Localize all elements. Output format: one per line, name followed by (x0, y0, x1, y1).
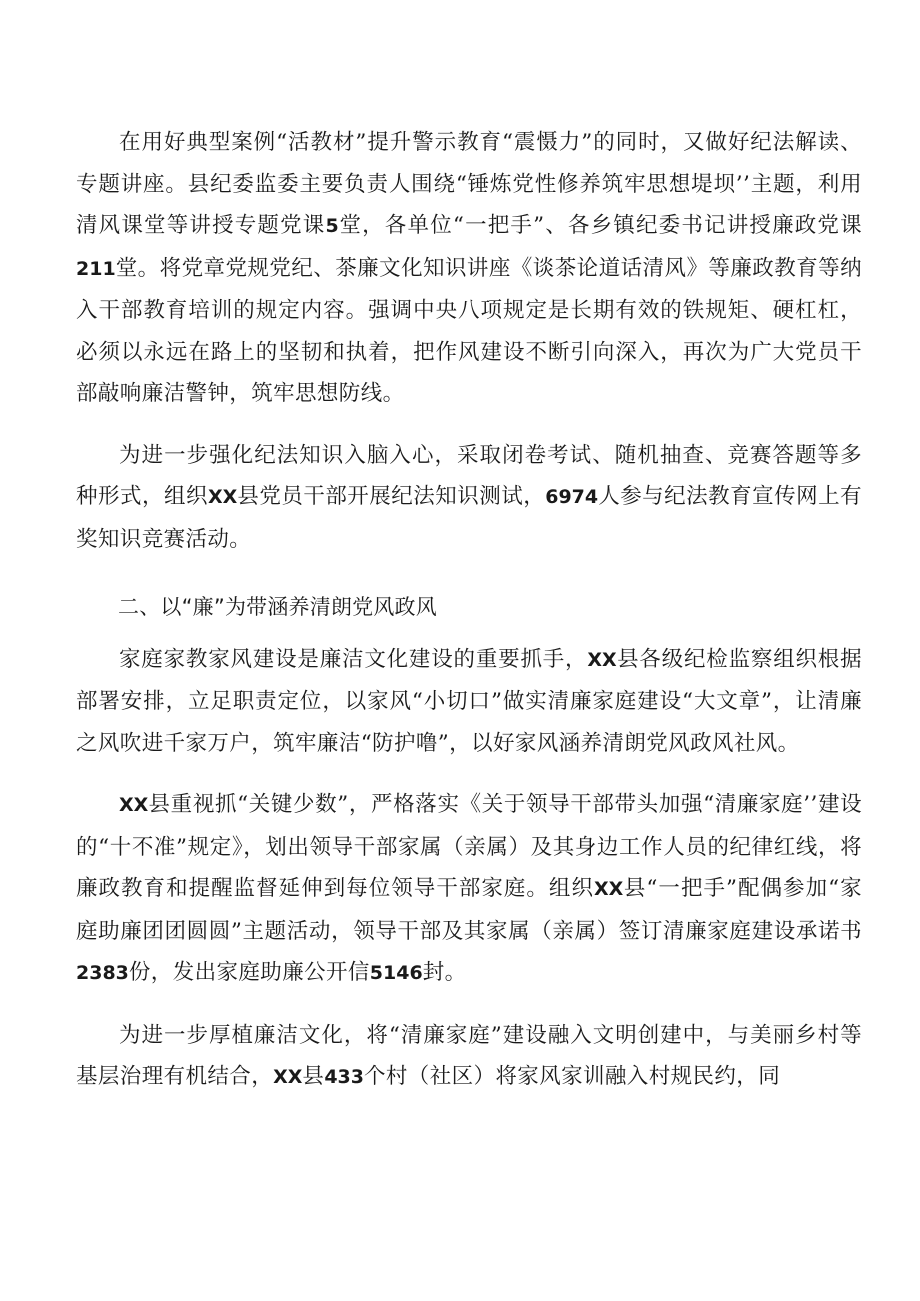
text-run: 县“一把手”配偶参加“家庭助廉团团圆圆”主题活动，领导干部及其家属（亲属）签订清廉家庭建设承诺书 (76, 876, 862, 944)
bold-figure: XX (273, 1066, 303, 1088)
bold-figure: 5146 (369, 962, 423, 984)
text-run: 个村（社区）将家风家训融入村规民约，同 (364, 1064, 781, 1089)
text-run: 堂。将党章党规党纪、茶廉文化知识讲座《谈茶论道话清风》等廉政教育等纳入干部教育培训的规定内容。强调中央八项规定是长期有效的铁规矩、硬杠杠，必须以永远在路上的坚韧和执着，把作风建设不断引向深入，再次为广大党员干部敲响廉洁警钟，筑牢思想防线。 (76, 255, 862, 406)
text-run: 为进一步厚植廉洁文化，将“清廉家庭”建设融入文明创建中，与美丽乡村等基层治理有机结合， (76, 1022, 862, 1089)
text-run: 份，发出家庭助廉公开信 (128, 960, 370, 985)
text-run: 封。 (422, 960, 467, 985)
document-page (76, 122, 862, 1099)
paragraph-2 (76, 435, 862, 561)
text-run: 县重视抓“关键少数”，严格落实《关于领导干部带头加强“清廉家庭’’建设的“十不准”规定》，划出领导干部家属（亲属）及其身边工作人员的纪律红线，将廉政教育和提醒监督延伸到每位领导干部家庭。组织 (76, 792, 862, 901)
text-run: 县党员干部开展纪法知识测试， (237, 484, 546, 509)
text-run: 人参与纪法教育宣传网上有奖知识竞赛活动。 (76, 484, 862, 552)
text-run: 为进一步强化纪法知识入脑入心，采取闭卷考试、随机抽查、竞赛答题等多种形式，组织 (76, 442, 862, 509)
text-run: 家庭家教家风建设是廉洁文化建设的重要抓手， (119, 646, 588, 672)
section-heading: 二、以“廉”为带涵养清朗党风政风 (118, 595, 437, 619)
bold-figure: 433 (324, 1066, 364, 1088)
text-run: 在用好典型案例“活教材”提升警示教育“震慑力”的同时，又做好纪法解读、专题讲座。县纪委监委主要负责人围绕“锤炼党性修养筑牢思想堤坝’’主题，利用清风课堂等讲授专题党课 (76, 130, 862, 238)
bold-figure: XX (593, 878, 624, 900)
text-run: 堂，各单位“一把手”、各乡镇纪委书记讲授廉政党课 (338, 213, 863, 238)
bold-figure: XX (119, 794, 149, 816)
bold-figure: XX (207, 486, 238, 508)
bold-figure: 6974 (545, 486, 599, 508)
paragraph-5 (76, 1015, 862, 1099)
paragraph-4 (76, 784, 862, 995)
bold-figure: 5 (325, 215, 339, 237)
bold-figure: XX (587, 648, 617, 671)
paragraph-3 (76, 639, 862, 765)
text-run: 县 (302, 1064, 325, 1089)
bold-figure: 211 (76, 257, 116, 280)
bold-figure: 2383 (76, 962, 129, 984)
text-run: 县各级纪检监察组织根据部署安排，立足职责定位，以家风“小切口”做实清廉家庭建设“大文章”，让清廉之风吹进千家万户，筑牢廉洁“防护噜”，以好家风涵养清朗党风政风社风。 (76, 646, 862, 756)
paragraph-1 (76, 122, 862, 415)
